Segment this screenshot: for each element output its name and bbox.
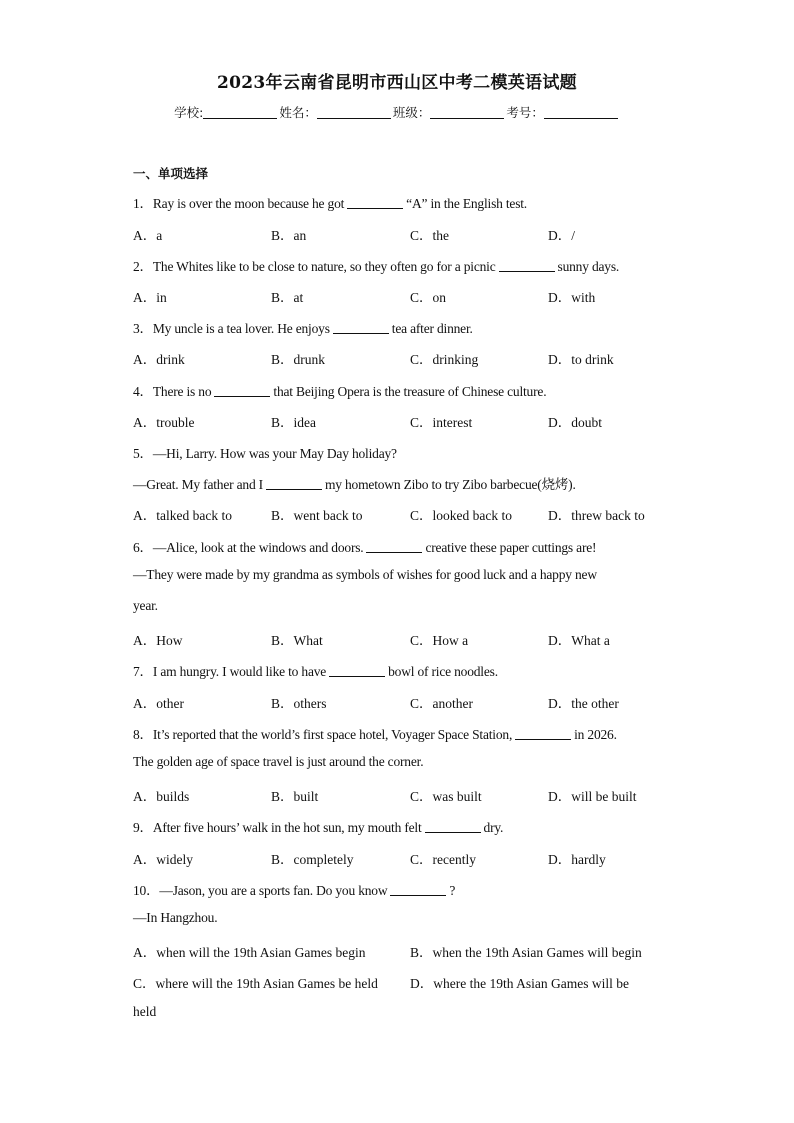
q8-option-c: C．was built bbox=[410, 789, 482, 804]
school-label: 学校: bbox=[174, 105, 204, 120]
q10-option-d: D．where the 19th Asian Games will be bbox=[410, 976, 629, 991]
q5-option-b: B．went back to bbox=[271, 508, 363, 523]
school-blank[interactable] bbox=[203, 106, 277, 119]
question-4: 4．There is no that Beijing Opera is the treasure of Chinese culture. bbox=[133, 384, 547, 399]
q7-option-a: A．other bbox=[133, 696, 184, 711]
answer-blank bbox=[329, 665, 385, 677]
q9-option-a: A．widely bbox=[133, 852, 193, 867]
page-title: 2023年云南省昆明市西山区中考二模英语试题 bbox=[217, 73, 577, 93]
q3-option-a: A．drink bbox=[133, 352, 185, 367]
q7-option-b: B．others bbox=[271, 696, 327, 711]
section-heading: 一、单项选择 bbox=[133, 166, 209, 181]
q1-option-a: A．a bbox=[133, 228, 163, 243]
q8-option-d: D．will be built bbox=[548, 789, 637, 804]
q4-option-d: D．doubt bbox=[548, 415, 602, 430]
q8-option-b: B．built bbox=[271, 789, 319, 804]
q10-option-b: B．when the 19th Asian Games will begin bbox=[410, 945, 642, 960]
question-9: 9．After five hours’ walk in the hot sun, my mouth felt dry. bbox=[133, 820, 504, 835]
q4-option-b: B．idea bbox=[271, 415, 316, 430]
q3-option-d: D．to drink bbox=[548, 352, 614, 367]
q6-option-d: D．What a bbox=[548, 633, 610, 648]
q6-option-a: A．How bbox=[133, 633, 183, 648]
question-6-reply-cont: year. bbox=[133, 598, 158, 613]
q6-option-b: B．What bbox=[271, 633, 323, 648]
q10-option-a: A．when will the 19th Asian Games begin bbox=[133, 945, 366, 960]
class-label: 班级： bbox=[392, 105, 431, 120]
q6-option-c: C．How a bbox=[410, 633, 469, 648]
answer-blank bbox=[515, 728, 571, 740]
answer-blank bbox=[347, 197, 403, 209]
q5-option-d: D．threw back to bbox=[548, 508, 645, 523]
q10-option-c: C．where will the 19th Asian Games be held bbox=[133, 976, 378, 991]
q4-option-c: C．interest bbox=[410, 415, 473, 430]
q4-option-a: A．trouble bbox=[133, 415, 195, 430]
answer-blank bbox=[366, 541, 422, 553]
question-6-reply: —They were made by my grandma as symbols of wishes for good luck and a happy new bbox=[133, 567, 597, 582]
answer-blank bbox=[214, 385, 270, 397]
number-blank[interactable] bbox=[544, 106, 618, 119]
q5-option-a: A．talked back to bbox=[133, 508, 232, 523]
q2-option-c: C．on bbox=[410, 290, 447, 305]
student-info-line bbox=[0, 103, 794, 121]
q2-option-d: D．with bbox=[548, 290, 596, 305]
question-3: 3．My uncle is a tea lover. He enjoys tea after dinner. bbox=[133, 321, 473, 336]
question-1: 1．Ray is over the moon because he got “A” in the English test. bbox=[133, 196, 527, 211]
question-7: 7．I am hungry. I would like to have bowl of rice noodles. bbox=[133, 664, 498, 679]
q1-option-d: D．/ bbox=[548, 228, 575, 243]
q3-option-b: B．drunk bbox=[271, 352, 325, 367]
class-blank[interactable] bbox=[430, 106, 504, 119]
q9-option-c: C．recently bbox=[410, 852, 476, 867]
q9-option-b: B．completely bbox=[271, 852, 354, 867]
answer-blank bbox=[266, 478, 322, 490]
name-blank[interactable] bbox=[317, 106, 391, 119]
q7-option-c: C．another bbox=[410, 696, 473, 711]
q9-option-d: D．hardly bbox=[548, 852, 606, 867]
question-5: 5．—Hi, Larry. How was your May Day holiday? bbox=[133, 446, 397, 461]
answer-blank bbox=[425, 821, 481, 833]
q2-option-b: B．at bbox=[271, 290, 304, 305]
question-5-reply: —Great. My father and I my hometown Zibo to try Zibo barbecue(烧烤). bbox=[133, 477, 576, 492]
q2-option-a: A．in bbox=[133, 290, 167, 305]
answer-blank bbox=[499, 260, 555, 272]
name-label: 姓名： bbox=[279, 105, 317, 120]
q8-option-a: A．builds bbox=[133, 789, 190, 804]
question-6: 6．—Alice, look at the windows and doors. creative these paper cuttings are! bbox=[133, 540, 597, 555]
q1-option-b: B．an bbox=[271, 228, 307, 243]
number-label: 考号： bbox=[506, 105, 544, 120]
question-8-cont: The golden age of space travel is just around the corner. bbox=[133, 754, 424, 769]
q10-option-d-cont: held bbox=[133, 1004, 157, 1019]
question-8: 8．It’s reported that the world’s first space hotel, Voyager Space Station, in 2026. bbox=[133, 727, 617, 742]
question-10: 10．—Jason, you are a sports fan. Do you know ? bbox=[133, 883, 456, 898]
answer-blank bbox=[390, 884, 446, 896]
q7-option-d: D．the other bbox=[548, 696, 619, 711]
answer-blank bbox=[333, 322, 389, 334]
q5-option-c: C．looked back to bbox=[410, 508, 512, 523]
q3-option-c: C．drinking bbox=[410, 352, 479, 367]
question-10-reply: —In Hangzhou. bbox=[133, 910, 218, 925]
question-2: 2．The Whites like to be close to nature, so they often go for a picnic sunny days. bbox=[133, 259, 620, 274]
q1-option-c: C．the bbox=[410, 228, 449, 243]
